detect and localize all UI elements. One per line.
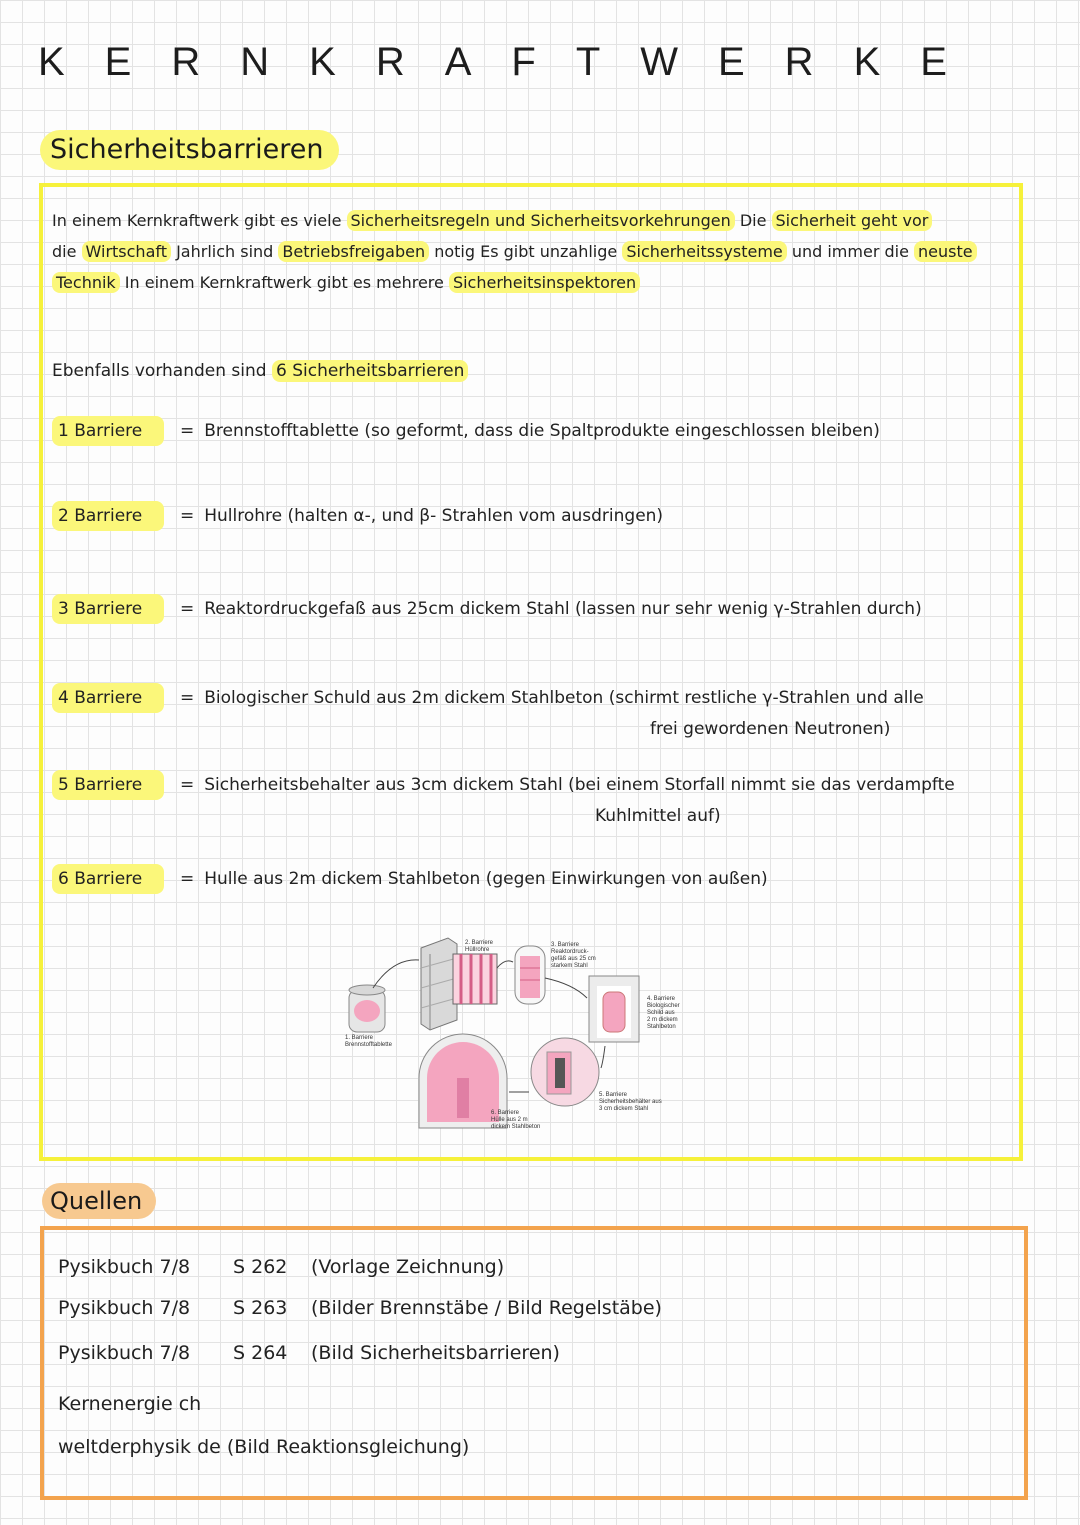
text-span: und immer die xyxy=(786,242,915,261)
arrow-3-4 xyxy=(545,978,587,998)
arrow-2-3 xyxy=(497,961,513,968)
equals-sign: = xyxy=(180,688,195,708)
equals-sign: = xyxy=(180,775,195,795)
barrier-1-title: 1. Barriere xyxy=(345,1035,374,1041)
barrier-5-illustration xyxy=(531,1038,662,1112)
barrier-4 xyxy=(52,683,924,713)
barrier-6-illustration xyxy=(419,1034,540,1130)
source-web-2: weltderphysik de (Bild Reaktionsgleichung) xyxy=(58,1436,470,1458)
barrier-4-desc2: Schild aus xyxy=(647,1010,675,1016)
barrier-1-desc: Brennstofftablette xyxy=(345,1042,392,1048)
source-book: Pysikbuch 7/8 xyxy=(58,1256,191,1278)
barrier-2 xyxy=(52,501,663,531)
barrier-label: 3 Barriere xyxy=(52,594,164,624)
barrier-description: Hullrohre (halten α-, und β- Strahlen vom ausdringen) xyxy=(204,506,664,526)
barrier-4-title: 4. Barriere xyxy=(647,996,676,1002)
highlighted-term: Sicherheitsregeln und Sicherheitsvorkehrungen xyxy=(347,210,735,231)
barrier-description: Reaktordruckgefaß aus 25cm dickem Stahl (lassen nur sehr wenig γ-Strahlen durch) xyxy=(204,599,922,619)
barrier-6-desc1: Hülle aus 2 m xyxy=(491,1117,528,1123)
barrier-1 xyxy=(52,416,880,446)
barrier-3-desc2: gefäß aus 25 cm xyxy=(551,956,596,962)
text-span: Jahrlich sind xyxy=(171,242,279,261)
text-span: In einem Kernkraftwerk gibt es mehrere xyxy=(119,273,449,292)
barrier-5-continuation: Kuhlmittel auf) xyxy=(595,806,721,826)
barrier-intro xyxy=(52,356,468,386)
barrier-label: 2 Barriere xyxy=(52,501,164,531)
barrier-3 xyxy=(52,594,922,624)
page-title: KERNKRAFTWERKE xyxy=(38,40,987,84)
source-book: Pysikbuch 7/8 xyxy=(58,1297,191,1319)
barrier-6-desc2: dickem Stahlbeton xyxy=(491,1124,541,1130)
paragraph-line xyxy=(52,205,1002,236)
barrier-intro-text: Ebenfalls vorhanden sind xyxy=(52,361,272,381)
barrier-6-title: 6. Barriere xyxy=(491,1110,520,1116)
source-note: (Bilder Brennstäbe / Bild Regelstäbe) xyxy=(311,1297,662,1319)
text-span: die xyxy=(52,242,82,261)
barrier-label: 5 Barriere xyxy=(52,770,164,800)
source-page: S 264 xyxy=(233,1342,288,1364)
barrier-description: Sicherheitsbehalter aus 3cm dickem Stahl (bei einem Storfall nimmt sie das verdampfte xyxy=(204,775,955,795)
barrier-2-desc: Hüllrohre xyxy=(465,947,490,953)
barrier-5-title: 5. Barriere xyxy=(599,1092,628,1098)
barrier-label: 1 Barriere xyxy=(52,416,164,446)
barrier-6 xyxy=(52,864,768,894)
equals-sign: = xyxy=(180,506,195,526)
barrier-5-desc2: 3 cm dickem Stahl xyxy=(599,1106,649,1112)
text-span: In einem Kernkraftwerk gibt es viele xyxy=(52,211,347,230)
highlighted-term: Technik xyxy=(52,272,120,293)
source-book: Pysikbuch 7/8 xyxy=(58,1342,191,1364)
barrier-3-desc1: Reaktordruck- xyxy=(551,949,589,955)
source-page: S 262 xyxy=(233,1256,288,1278)
highlighted-term: Wirtschaft xyxy=(82,241,171,262)
source-row xyxy=(58,1252,504,1282)
intro-paragraph xyxy=(52,205,1002,298)
arrow-4-5 xyxy=(601,1046,605,1068)
source-page: S 263 xyxy=(233,1297,288,1319)
section-heading: Sicherheitsbarrieren xyxy=(40,130,339,170)
source-note: (Bild Sicherheitsbarrieren) xyxy=(311,1342,560,1364)
arrow-1-2 xyxy=(373,960,419,988)
barrier-description: Brennstofftablette (so geformt, dass die Spaltprodukte eingeschlossen bleiben) xyxy=(204,421,880,441)
barrier-3-desc3: starkem Stahl xyxy=(551,963,588,969)
barrier-count-highlight: 6 Sicherheitsbarrieren xyxy=(272,360,468,382)
barrier-label: 4 Barriere xyxy=(52,683,164,713)
barrier-4-desc1: Biologischer xyxy=(647,1003,680,1009)
barrier-3-title: 3. Barriere xyxy=(551,942,580,948)
safety-barriers-figure xyxy=(333,928,723,1138)
barrier-4-illustration xyxy=(589,976,680,1042)
text-span: Die xyxy=(734,211,772,230)
barrier-5 xyxy=(52,770,955,800)
equals-sign: = xyxy=(180,421,195,441)
highlighted-term: Sicherheitsinspektoren xyxy=(449,272,640,293)
barrier-description: Hulle aus 2m dickem Stahlbeton (gegen Einwirkungen von außen) xyxy=(204,869,768,889)
barrier-2-title: 2. Barriere xyxy=(465,940,494,946)
text-span: notig Es gibt unzahlige xyxy=(429,242,623,261)
paragraph-line xyxy=(52,267,1002,298)
sources-heading: Quellen xyxy=(42,1183,156,1219)
equals-sign: = xyxy=(180,869,195,889)
highlighted-term: Sicherheit geht vor xyxy=(772,210,933,231)
source-web-1: Kernenergie ch xyxy=(58,1393,202,1415)
barrier-4-continuation: frei gewordenen Neutronen) xyxy=(650,719,891,739)
barrier-description: Biologischer Schuld aus 2m dickem Stahlbeton (schirmt restliche γ-Strahlen und alle xyxy=(204,688,924,708)
highlighted-term: neuste xyxy=(914,241,977,262)
source-row xyxy=(58,1293,662,1323)
barrier-1-illustration xyxy=(345,985,393,1048)
equals-sign: = xyxy=(180,599,195,619)
source-row xyxy=(58,1338,560,1368)
highlighted-term: Sicherheitssysteme xyxy=(622,241,786,262)
source-note: (Vorlage Zeichnung) xyxy=(311,1256,505,1278)
barrier-5-desc1: Sicherheitsbehälter aus xyxy=(599,1099,662,1105)
barrier-label: 6 Barriere xyxy=(52,864,164,894)
barrier-4-desc3: 2 m dickem xyxy=(647,1017,678,1023)
barrier-2-illustration xyxy=(421,938,497,1030)
highlighted-term: Betriebsfreigaben xyxy=(278,241,429,262)
barrier-4-desc4: Stahlbeton xyxy=(647,1024,676,1030)
paragraph-line xyxy=(52,236,1002,267)
